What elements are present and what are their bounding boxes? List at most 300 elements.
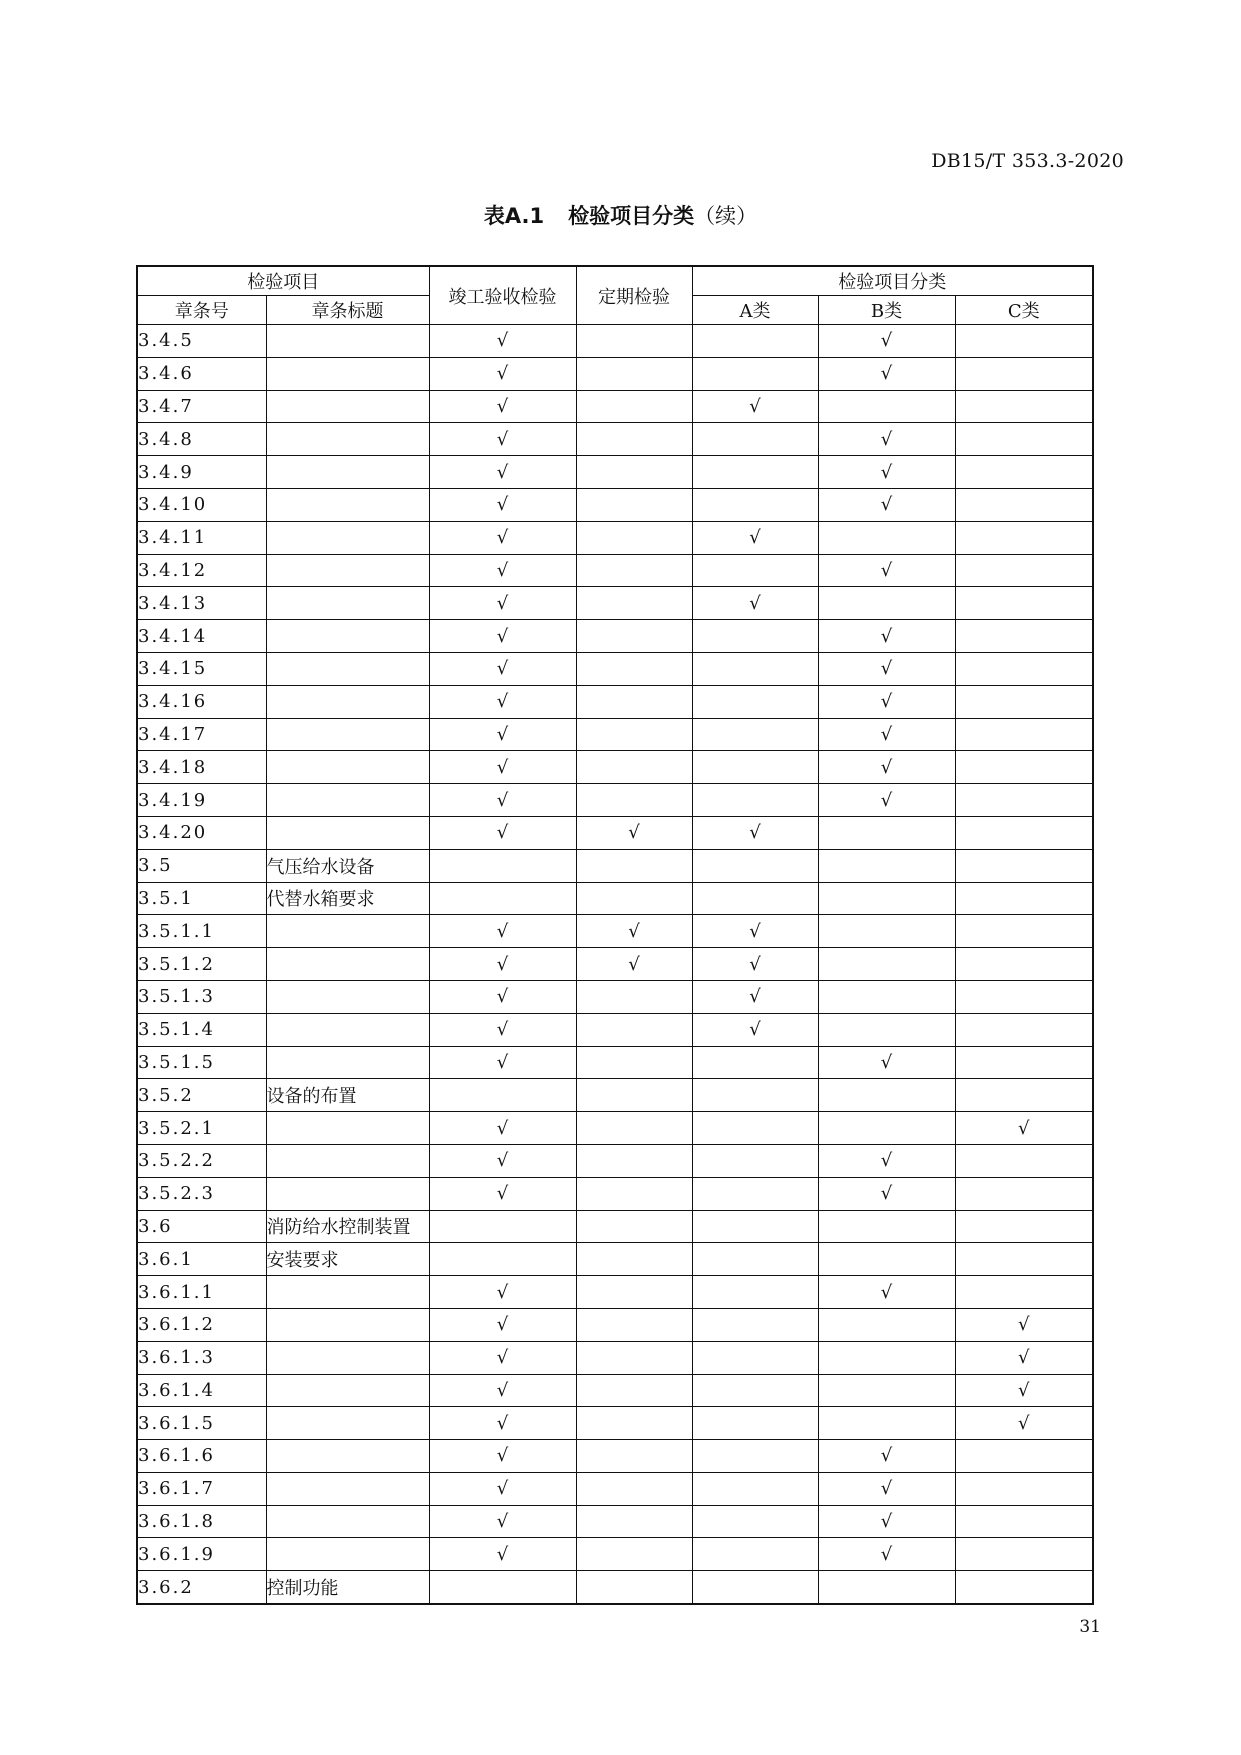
table-row <box>137 784 1093 817</box>
periodic-cell <box>576 1177 692 1210</box>
periodic-cell <box>576 1013 692 1046</box>
completion-cell <box>429 1374 576 1407</box>
completion-cell <box>429 1341 576 1374</box>
check-mark: √ <box>880 756 893 778</box>
class-c-cell <box>955 1505 1093 1538</box>
class-b-cell <box>818 1571 955 1604</box>
periodic-cell <box>576 751 692 784</box>
check-mark: √ <box>749 1019 761 1041</box>
check-mark: √ <box>749 395 761 417</box>
check-mark: √ <box>496 789 509 811</box>
table-row <box>137 1308 1093 1341</box>
check-mark: √ <box>496 625 509 647</box>
check-mark: √ <box>496 1379 509 1401</box>
table-row <box>137 1341 1093 1374</box>
clause-title-cell <box>266 1144 429 1177</box>
class-c-cell <box>955 390 1093 423</box>
table-body <box>137 325 1093 1605</box>
class-a-cell <box>692 784 818 817</box>
table-row <box>137 751 1093 784</box>
check-mark: √ <box>496 1314 509 1336</box>
clause-title-cell <box>266 1341 429 1374</box>
check-mark: √ <box>880 1511 893 1533</box>
class-a-cell <box>692 1341 818 1374</box>
check-mark: √ <box>496 395 509 417</box>
check-mark: √ <box>496 691 509 713</box>
clause-number-cell: 3.4.8 <box>137 423 266 456</box>
class-c-cell <box>955 357 1093 390</box>
table-row <box>137 325 1093 358</box>
check-mark: √ <box>496 1412 509 1434</box>
class-c-cell <box>955 849 1093 882</box>
clause-number-cell: 3.5.2 <box>137 1079 266 1112</box>
periodic-cell <box>576 325 692 358</box>
clause-title-cell: 代替水箱要求 <box>266 882 429 915</box>
class-a-cell <box>692 1538 818 1571</box>
check-mark: √ <box>496 330 509 352</box>
class-b-cell <box>818 1210 955 1243</box>
clause-number-cell: 3.5.2.1 <box>137 1112 266 1145</box>
check-mark: √ <box>1018 1117 1030 1139</box>
class-a-cell <box>692 816 818 849</box>
class-c-cell <box>955 882 1093 915</box>
class-b-cell <box>818 751 955 784</box>
class-b-cell <box>818 1144 955 1177</box>
class-b-cell <box>818 1112 955 1145</box>
check-mark: √ <box>628 953 640 975</box>
class-b-cell <box>818 390 955 423</box>
periodic-cell <box>576 882 692 915</box>
class-c-cell <box>955 1308 1093 1341</box>
clause-number-cell: 3.6.1.9 <box>137 1538 266 1571</box>
check-mark: √ <box>496 461 509 483</box>
clause-number-cell: 3.6.1 <box>137 1243 266 1276</box>
class-b-cell <box>818 1374 955 1407</box>
clause-number-cell: 3.5.1.3 <box>137 980 266 1013</box>
class-c-cell <box>955 1079 1093 1112</box>
class-c-cell <box>955 1571 1093 1604</box>
check-mark: √ <box>496 756 509 778</box>
periodic-cell <box>576 1210 692 1243</box>
class-b-cell <box>818 521 955 554</box>
clause-number-cell: 3.4.16 <box>137 685 266 718</box>
class-c-cell <box>955 554 1093 587</box>
clause-title-cell <box>266 980 429 1013</box>
periodic-cell <box>576 357 692 390</box>
class-a-cell <box>692 1374 818 1407</box>
periodic-cell <box>576 1374 692 1407</box>
class-b-cell <box>818 718 955 751</box>
table-row <box>137 521 1093 554</box>
class-a-cell <box>692 1276 818 1309</box>
class-c-cell <box>955 685 1093 718</box>
class-b-cell <box>818 1440 955 1473</box>
class-c-cell <box>955 1374 1093 1407</box>
class-a-cell <box>692 1505 818 1538</box>
table-row <box>137 980 1093 1013</box>
table-row <box>137 948 1093 981</box>
clause-title-cell <box>266 1407 429 1440</box>
clause-title-cell <box>266 1308 429 1341</box>
class-b-cell <box>818 1341 955 1374</box>
table-row <box>137 652 1093 685</box>
class-c-cell <box>955 1472 1093 1505</box>
completion-cell <box>429 1505 576 1538</box>
periodic-cell <box>576 1407 692 1440</box>
class-b-cell <box>818 685 955 718</box>
class-c-cell <box>955 521 1093 554</box>
class-a-cell <box>692 357 818 390</box>
clause-title-cell <box>266 357 429 390</box>
class-b-cell <box>818 620 955 653</box>
check-mark: √ <box>1018 1412 1030 1434</box>
class-a-cell <box>692 1210 818 1243</box>
check-mark: √ <box>880 461 893 483</box>
class-c-cell <box>955 1440 1093 1473</box>
check-mark: √ <box>496 1347 509 1369</box>
class-c-cell <box>955 1276 1093 1309</box>
table-row <box>137 1013 1093 1046</box>
completion-cell <box>429 390 576 423</box>
clause-number-cell: 3.4.10 <box>137 488 266 521</box>
clause-title-cell: 控制功能 <box>266 1571 429 1604</box>
check-mark: √ <box>496 1183 509 1205</box>
table-row <box>137 423 1093 456</box>
class-a-cell <box>692 718 818 751</box>
completion-cell <box>429 685 576 718</box>
completion-cell <box>429 488 576 521</box>
periodic-cell <box>576 1505 692 1538</box>
table-row <box>137 915 1093 948</box>
class-a-cell <box>692 587 818 620</box>
periodic-cell <box>576 685 692 718</box>
periodic-cell <box>576 1472 692 1505</box>
clause-number-cell: 3.4.11 <box>137 521 266 554</box>
clause-number-cell: 3.4.14 <box>137 620 266 653</box>
check-mark: √ <box>496 658 509 680</box>
completion-cell <box>429 1112 576 1145</box>
completion-cell <box>429 587 576 620</box>
class-a-cell <box>692 521 818 554</box>
clause-number-cell: 3.4.12 <box>137 554 266 587</box>
class-a-cell <box>692 882 818 915</box>
completion-cell <box>429 718 576 751</box>
class-b-cell <box>818 1505 955 1538</box>
completion-cell <box>429 521 576 554</box>
clause-title-cell <box>266 948 429 981</box>
clause-number-cell: 3.4.6 <box>137 357 266 390</box>
class-b-cell <box>818 882 955 915</box>
clause-number-cell: 3.6.1.8 <box>137 1505 266 1538</box>
periodic-cell <box>576 1571 692 1604</box>
table-row <box>137 1243 1093 1276</box>
clause-title-cell <box>266 685 429 718</box>
check-mark: √ <box>880 625 893 647</box>
class-a-cell <box>692 685 818 718</box>
class-a-cell <box>692 1440 818 1473</box>
table-row <box>137 1276 1093 1309</box>
completion-cell <box>429 849 576 882</box>
periodic-cell <box>576 1308 692 1341</box>
clause-title-cell <box>266 1440 429 1473</box>
class-c-cell <box>955 980 1093 1013</box>
table-row <box>137 1571 1093 1604</box>
clause-title-cell <box>266 1505 429 1538</box>
clause-number-cell: 3.4.20 <box>137 816 266 849</box>
check-mark: √ <box>628 920 640 942</box>
class-b-cell <box>818 915 955 948</box>
completion-cell <box>429 751 576 784</box>
check-mark: √ <box>880 789 893 811</box>
clause-number-cell: 3.5.1.4 <box>137 1013 266 1046</box>
class-c-cell <box>955 816 1093 849</box>
check-mark: √ <box>880 1150 893 1172</box>
class-b-cell <box>818 816 955 849</box>
completion-cell <box>429 1046 576 1079</box>
class-b-cell <box>818 357 955 390</box>
check-mark: √ <box>496 1543 509 1565</box>
table-row <box>137 1440 1093 1473</box>
periodic-cell <box>576 554 692 587</box>
header-class-b: B类 <box>818 296 955 325</box>
table-row <box>137 718 1093 751</box>
clause-number-cell: 3.6.1.7 <box>137 1472 266 1505</box>
clause-title-cell <box>266 1177 429 1210</box>
check-mark: √ <box>496 1117 509 1139</box>
class-c-cell <box>955 325 1093 358</box>
table-row <box>137 1144 1093 1177</box>
header-periodic-inspection: 定期检验 <box>576 266 692 325</box>
class-b-cell <box>818 554 955 587</box>
check-mark: √ <box>880 1478 893 1500</box>
class-c-cell <box>955 1144 1093 1177</box>
check-mark: √ <box>749 986 761 1008</box>
table-row <box>137 1505 1093 1538</box>
class-a-cell <box>692 488 818 521</box>
completion-cell <box>429 456 576 489</box>
class-c-cell <box>955 423 1093 456</box>
completion-cell <box>429 652 576 685</box>
class-c-cell <box>955 1210 1093 1243</box>
periodic-cell <box>576 948 692 981</box>
class-c-cell <box>955 587 1093 620</box>
periodic-cell <box>576 390 692 423</box>
table-row <box>137 1112 1093 1145</box>
clause-title-cell <box>266 456 429 489</box>
clause-title-cell <box>266 521 429 554</box>
class-b-cell <box>818 423 955 456</box>
completion-cell <box>429 1210 576 1243</box>
clause-title-cell <box>266 620 429 653</box>
class-b-cell <box>818 1538 955 1571</box>
completion-cell <box>429 1013 576 1046</box>
check-mark: √ <box>880 658 893 680</box>
class-a-cell <box>692 620 818 653</box>
clause-number-cell: 3.5.1.2 <box>137 948 266 981</box>
completion-cell <box>429 1276 576 1309</box>
periodic-cell <box>576 587 692 620</box>
page-number: 31 <box>1079 1617 1101 1637</box>
clause-title-cell <box>266 1276 429 1309</box>
periodic-cell <box>576 423 692 456</box>
check-mark: √ <box>496 986 509 1008</box>
check-mark: √ <box>496 428 509 450</box>
check-mark: √ <box>880 1051 893 1073</box>
periodic-cell <box>576 1046 692 1079</box>
class-c-cell <box>955 1341 1093 1374</box>
clause-title-cell <box>266 1112 429 1145</box>
class-a-cell <box>692 652 818 685</box>
table-row <box>137 488 1093 521</box>
check-mark: √ <box>880 723 893 745</box>
periodic-cell <box>576 456 692 489</box>
class-b-cell <box>818 980 955 1013</box>
check-mark: √ <box>496 1019 509 1041</box>
table-row <box>137 1374 1093 1407</box>
periodic-cell <box>576 652 692 685</box>
check-mark: √ <box>880 330 893 352</box>
check-mark: √ <box>1018 1379 1030 1401</box>
clause-number-cell: 3.6.1.3 <box>137 1341 266 1374</box>
clause-title-cell <box>266 915 429 948</box>
check-mark: √ <box>749 592 761 614</box>
class-b-cell <box>818 652 955 685</box>
check-mark: √ <box>496 1511 509 1533</box>
class-a-cell <box>692 325 818 358</box>
check-mark: √ <box>496 1478 509 1500</box>
class-c-cell <box>955 620 1093 653</box>
check-mark: √ <box>496 1445 509 1467</box>
table-row <box>137 1538 1093 1571</box>
check-mark: √ <box>880 559 893 581</box>
class-b-cell <box>818 325 955 358</box>
class-a-cell <box>692 1177 818 1210</box>
completion-cell <box>429 816 576 849</box>
clause-title-cell <box>266 1538 429 1571</box>
table-row <box>137 816 1093 849</box>
check-mark: √ <box>496 1150 509 1172</box>
class-a-cell <box>692 1571 818 1604</box>
clause-number-cell: 3.5.1.1 <box>137 915 266 948</box>
check-mark: √ <box>880 363 893 385</box>
clause-number-cell: 3.6.2 <box>137 1571 266 1604</box>
check-mark: √ <box>496 559 509 581</box>
check-mark: √ <box>880 494 893 516</box>
check-mark: √ <box>496 1051 509 1073</box>
table-row <box>137 587 1093 620</box>
header-clause-number: 章条号 <box>137 296 266 325</box>
class-a-cell <box>692 1407 818 1440</box>
check-mark: √ <box>880 1445 893 1467</box>
table-continued-note: （续） <box>694 204 758 228</box>
periodic-cell <box>576 620 692 653</box>
clause-number-cell: 3.4.17 <box>137 718 266 751</box>
class-c-cell <box>955 652 1093 685</box>
class-a-cell <box>692 456 818 489</box>
header-class-c: C类 <box>955 296 1093 325</box>
check-mark: √ <box>496 920 509 942</box>
check-mark: √ <box>749 527 761 549</box>
class-b-cell <box>818 784 955 817</box>
completion-cell <box>429 980 576 1013</box>
completion-cell <box>429 620 576 653</box>
periodic-cell <box>576 980 692 1013</box>
periodic-cell <box>576 1144 692 1177</box>
class-b-cell <box>818 1079 955 1112</box>
periodic-cell <box>576 488 692 521</box>
header-item-classification: 检验项目分类 <box>692 266 1093 296</box>
completion-cell <box>429 948 576 981</box>
class-c-cell <box>955 1046 1093 1079</box>
table-row <box>137 390 1093 423</box>
header-completion-inspection: 竣工验收检验 <box>429 266 576 325</box>
clause-title-cell: 气压给水设备 <box>266 849 429 882</box>
completion-cell <box>429 1079 576 1112</box>
class-a-cell <box>692 1243 818 1276</box>
clause-title-cell <box>266 652 429 685</box>
clause-number-cell: 3.6 <box>137 1210 266 1243</box>
class-c-cell <box>955 915 1093 948</box>
clause-title-cell <box>266 1472 429 1505</box>
header-clause-title: 章条标题 <box>266 296 429 325</box>
table-row <box>137 1079 1093 1112</box>
table-row <box>137 849 1093 882</box>
class-a-cell <box>692 1472 818 1505</box>
completion-cell <box>429 784 576 817</box>
periodic-cell <box>576 521 692 554</box>
check-mark: √ <box>880 1281 893 1303</box>
class-c-cell <box>955 1013 1093 1046</box>
periodic-cell <box>576 784 692 817</box>
class-b-cell <box>818 1472 955 1505</box>
periodic-cell <box>576 1440 692 1473</box>
clause-number-cell: 3.6.1.6 <box>137 1440 266 1473</box>
clause-title-cell <box>266 1374 429 1407</box>
class-a-cell <box>692 1308 818 1341</box>
class-a-cell <box>692 1112 818 1145</box>
clause-number-cell: 3.5.2.3 <box>137 1177 266 1210</box>
clause-title-cell <box>266 390 429 423</box>
clause-title-cell: 消防给水控制装置 <box>266 1210 429 1243</box>
completion-cell <box>429 1440 576 1473</box>
clause-title-cell <box>266 587 429 620</box>
class-a-cell <box>692 1144 818 1177</box>
periodic-cell <box>576 1112 692 1145</box>
clause-title-cell <box>266 554 429 587</box>
class-c-cell <box>955 784 1093 817</box>
class-a-cell <box>692 1046 818 1079</box>
check-mark: √ <box>628 822 640 844</box>
check-mark: √ <box>880 691 893 713</box>
check-mark: √ <box>880 1183 893 1205</box>
class-c-cell <box>955 1407 1093 1440</box>
class-c-cell <box>955 1243 1093 1276</box>
clause-number-cell: 3.4.15 <box>137 652 266 685</box>
periodic-cell <box>576 1276 692 1309</box>
check-mark: √ <box>880 428 893 450</box>
periodic-cell <box>576 849 692 882</box>
table-row <box>137 1472 1093 1505</box>
class-b-cell <box>818 1013 955 1046</box>
completion-cell <box>429 554 576 587</box>
class-b-cell <box>818 1177 955 1210</box>
header-inspection-item: 检验项目 <box>137 266 429 296</box>
clause-number-cell: 3.6.1.5 <box>137 1407 266 1440</box>
check-mark: √ <box>496 822 509 844</box>
class-b-cell <box>818 456 955 489</box>
clause-number-cell: 3.4.5 <box>137 325 266 358</box>
class-c-cell <box>955 456 1093 489</box>
